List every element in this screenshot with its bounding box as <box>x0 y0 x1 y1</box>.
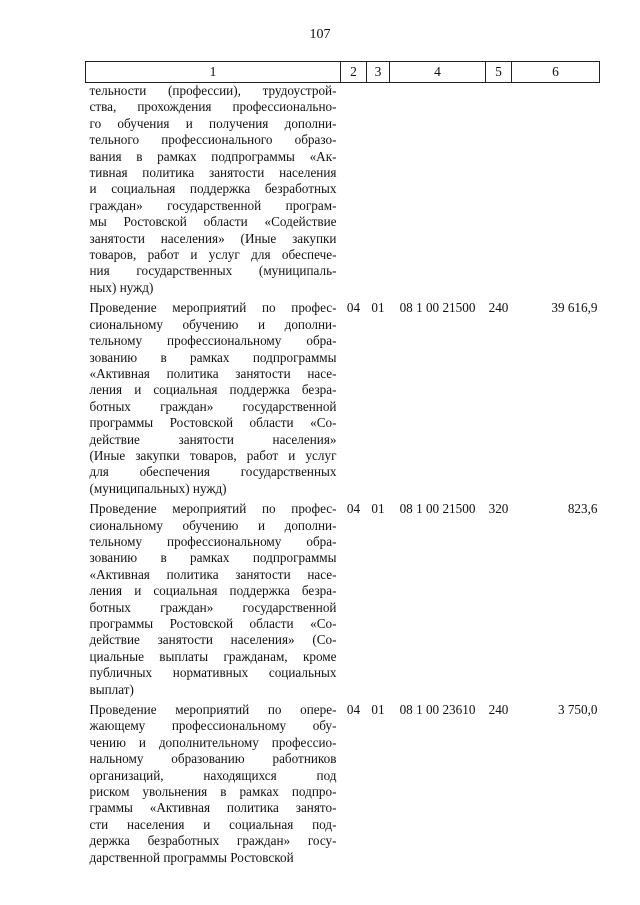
expense-type-code: 320 <box>488 501 509 517</box>
description-line: ления и социальная поддержка безра- <box>89 583 337 599</box>
target-article-code: 08 1 00 23610 <box>399 702 476 718</box>
amount <box>512 83 600 301</box>
description-line: ства, прохождения профессионально- <box>89 99 337 115</box>
amount: 823,6 <box>567 501 598 517</box>
description-line: дарственной программы Ростовской <box>89 849 294 865</box>
expense-type-code <box>486 83 512 301</box>
subsection-code <box>367 83 390 301</box>
row-description <box>86 83 341 301</box>
section-code: 04 <box>346 702 361 718</box>
description-line: товаров, работ и услуг для обеспече- <box>89 247 337 263</box>
section-code: 04 <box>346 501 361 517</box>
description-line: держка безработных граждан» госу- <box>89 833 337 849</box>
description-line: мы Ростовской области «Содействие <box>89 214 337 230</box>
budget-table <box>85 61 600 870</box>
row-description <box>86 702 341 870</box>
description-line: риском увольнения в рамках подпро- <box>89 784 337 800</box>
description-line: нальному образованию работников <box>89 751 337 767</box>
table-row <box>86 702 600 870</box>
description-line: ботных граждан» государственной <box>89 398 337 414</box>
description-line: действие занятости населения» <box>89 431 337 447</box>
description-line: (муниципальных) нужд) <box>89 480 227 496</box>
column-header: 1 <box>86 62 341 83</box>
table-row <box>86 83 600 301</box>
description-line: сиональному обучению и дополни- <box>89 517 337 533</box>
description-line: циальные выплаты гражданам, кроме <box>89 648 337 664</box>
target-article-code: 08 1 00 21500 <box>399 300 476 316</box>
column-header: 2 <box>341 62 367 83</box>
description-line: сиональному обучению и дополни- <box>89 316 337 332</box>
description-line: занятости населения» (Иные закупки <box>89 230 337 246</box>
description-line: для обеспечения государственных <box>89 464 337 480</box>
section-code: 04 <box>346 300 361 316</box>
description-line: тельности (профессии), трудоустрой- <box>89 83 337 98</box>
expense-type-code: 240 <box>488 702 509 718</box>
description-line: «Активная политика занятости насе- <box>89 365 337 381</box>
amount: 39 616,9 <box>551 300 598 316</box>
description-line: Проведение мероприятий по профес- <box>89 300 337 316</box>
description-line: Проведение мероприятий по опере- <box>89 702 337 718</box>
column-header: 3 <box>367 62 390 83</box>
description-line: выплат) <box>89 681 134 697</box>
description-line: граждан» государственной програм- <box>89 197 337 213</box>
description-line: Проведение мероприятий по профес- <box>89 501 337 517</box>
column-header: 6 <box>512 62 600 83</box>
description-line: зованию в рамках подпрограммы <box>89 349 337 365</box>
description-line: «Активная политика занятости насе- <box>89 566 337 582</box>
description-line: го обучения и получения дополни- <box>89 115 337 131</box>
description-line: публичных нормативных социальных <box>89 665 337 681</box>
table-body <box>86 83 600 871</box>
description-line: ботных граждан» государственной <box>89 599 337 615</box>
description-line: программы Ростовской области «Со- <box>89 616 337 631</box>
description-line: граммы «Активная политика занято- <box>89 800 337 816</box>
description-line: ных) нужд) <box>89 279 154 295</box>
subsection-code: 01 <box>371 501 385 517</box>
target-article-code: 08 1 00 21500 <box>399 501 476 517</box>
description-line: организаций, находящихся под <box>89 767 337 783</box>
subsection-code: 01 <box>371 702 385 718</box>
description-line: (Иные закупки товаров, работ и услуг <box>89 447 337 463</box>
description-line: ния государственных (муниципаль- <box>89 263 337 279</box>
row-description <box>86 501 341 702</box>
subsection-code: 01 <box>371 300 385 316</box>
column-header: 4 <box>390 62 486 83</box>
description-line: тельному профессиональному обра- <box>89 533 337 549</box>
table-header-row <box>86 62 600 83</box>
description-line: зованию в рамках подпрограммы <box>89 550 337 566</box>
description-line: ления и социальная поддержка безра- <box>89 382 337 398</box>
description-line: действие занятости населения» (Со- <box>89 632 337 648</box>
description-line: программы Ростовской области «Со- <box>89 415 337 431</box>
description-line: сти населения и социальная под- <box>89 816 337 832</box>
description-line: вания в рамках подпрограммы «Ак- <box>89 148 337 164</box>
table-row <box>86 501 600 702</box>
description-line: чению и дополнительному профессио- <box>89 734 337 750</box>
table-row <box>86 300 600 501</box>
amount: 3 750,0 <box>557 702 598 718</box>
description-line: тельного профессионального образо- <box>89 132 337 148</box>
column-header: 5 <box>486 62 512 83</box>
description-line: тельному профессиональному обра- <box>89 333 337 349</box>
section-code <box>341 83 367 301</box>
target-article-code <box>390 83 486 301</box>
description-line: и социальная поддержка безработных <box>89 181 337 197</box>
expense-type-code: 240 <box>488 300 509 316</box>
description-line: жающему профессиональному обу- <box>89 718 337 734</box>
row-description <box>86 300 341 501</box>
page-number: 107 <box>309 27 331 42</box>
description-line: тивная политика занятости населения <box>89 165 337 181</box>
